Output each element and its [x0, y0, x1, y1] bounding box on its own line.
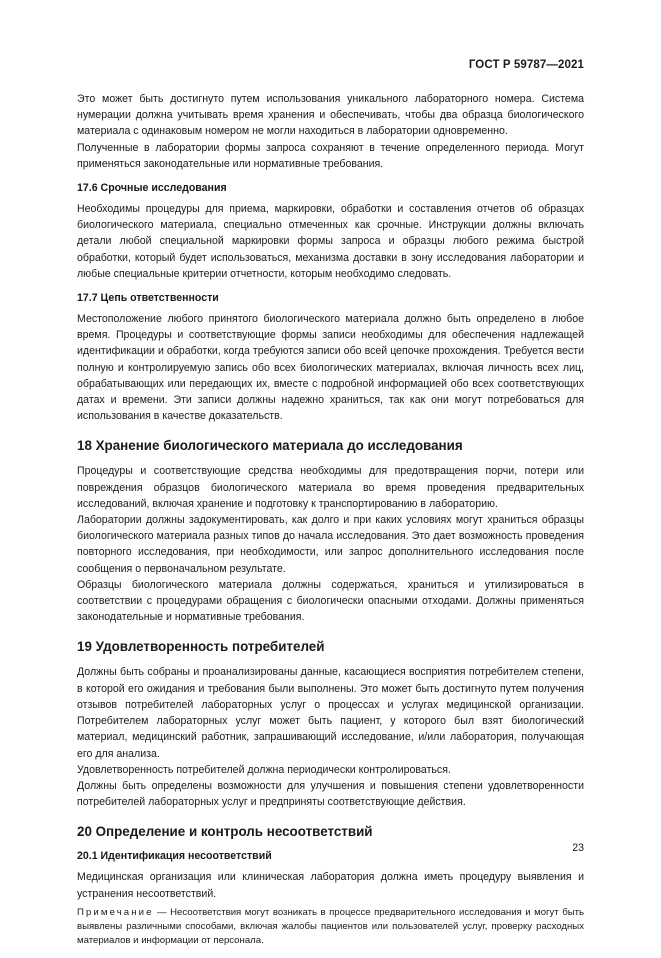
- section-19-paragraph-3: Должны быть определены возможности для улучшения и повышения степени удовлетворенности потребителей лабораторных услуг и предприняты соответствующие действия.: [77, 779, 584, 809]
- section-19-paragraph-2: Удовлетворенность потребителей должна периодически контролироваться.: [77, 763, 451, 776]
- section-17-7-heading: 17.7 Цепь ответственности: [77, 292, 219, 305]
- section-18-heading: 18 Хранение биологического материала до исследования: [77, 438, 463, 454]
- section-20-heading: 20 Определение и контроль несоответствий: [77, 824, 373, 840]
- note-label: Примечание: [77, 906, 154, 918]
- document-page: [77, 0, 584, 947]
- intro-paragraph-1: Это может быть достигнуто путем использования уникального лабораторного номера. Система нумерации должна учитывать время хранения и обеспечивать, чтобы два образца биологического материала с одинаковым номером не могли находиться в лаборатории одновременно.: [77, 93, 584, 138]
- section-17-6-heading: 17.6 Срочные исследования: [77, 182, 227, 195]
- intro-paragraph-2: Полученные в лаборатории формы запроса сохраняют в течение определенного периода. Могут применяться законодательные или нормативные требования.: [77, 141, 584, 170]
- section-17-6-paragraph: Необходимы процедуры для приема, маркировки, обработки и составления отчетов об образцах биологического материала, специально отмеченных как срочные. Инструкции должны включать детали любой специальной маркировки формы запроса и образцы любого режима быстрой обработки, который будет использоваться, механизма доставки в зону исследования лаборатории и любые специальные критерии отчетности, которым необходимо следовать.: [77, 203, 584, 280]
- note: [77, 906, 584, 949]
- section-20-1-paragraph: Медицинская организация или клиническая лаборатория должна иметь процедуру выявления и устранения несоответствий.: [77, 871, 584, 900]
- section-18-paragraph-2: Лаборатории должны задокументировать, как долго и при каких условиях могут храниться образцы биологического материала разных типов до начала исследования. Это дает возможность проведения повторного исследования, при необходимости, или запрос дополнительного исследования после сообщения о первоначальном результате.: [77, 514, 584, 575]
- section-18-paragraph-1: Процедуры и соответствующие средства необходимы для предотвращения порчи, потери или повреждения образцов биологического материала во время проведения предварительных исследований, включая хранение и подготовку к транспортированию в лабораторию.: [77, 465, 584, 510]
- section-20-1-heading: 20.1 Идентификация несоответствий: [77, 850, 272, 863]
- document-code: ГОСТ Р 59787—2021: [468, 59, 584, 71]
- section-18-paragraph-3: Образцы биологического материала должны содержаться, храниться и утилизироваться в соответствии с процедурами обращения с биологически опасными отходами. Должны применяться законодательные и нормативные требования.: [77, 578, 584, 624]
- section-19-heading: 19 Удовлетворенность потребителей: [77, 639, 325, 655]
- page-content: [77, 91, 584, 958]
- section-17-7-paragraph: Местоположение любого принятого биологического материала должно быть определено в любое время. Процедуры и соответствующие формы записи необходимы для обеспечения надлежащей идентификации и обработки, когда требуются записи обо всей цепочке прохождения. Требуется вести полную и контролируемую запись обо всех биологических материалах, включая личность всех лиц, обрабатывающих или передающих их, вместе с подробной информацией обо всех соответствующих датах и времени. Эти записи должны надежно храниться, так как они могут потребоваться для использования в качестве доказательств.: [77, 313, 584, 423]
- section-19-paragraph-1: Должны быть собраны и проанализированы данные, касающиеся восприятия потребителем степени, в которой его ожидания и требования были выполнены. Это может быть достигнуто путем получения отзывов потребителей лабораторных услуг о процессах и услугах медицинской организации. Потребителем лабораторных услуг может быть пациент, у которого был взят биологический материал, медицинский работник, запрашивающий исследование, и/или лаборатория, получающая его для анализа.: [77, 666, 584, 760]
- note-text: — Несоответствия могут возникать в процессе предварительного исследования и могут быть выявлены различными способами, включая жалобы пациентов или пользователей услуг, проверку расходных материалов и информации от персонала.: [77, 906, 584, 947]
- page-number: 23: [572, 842, 584, 854]
